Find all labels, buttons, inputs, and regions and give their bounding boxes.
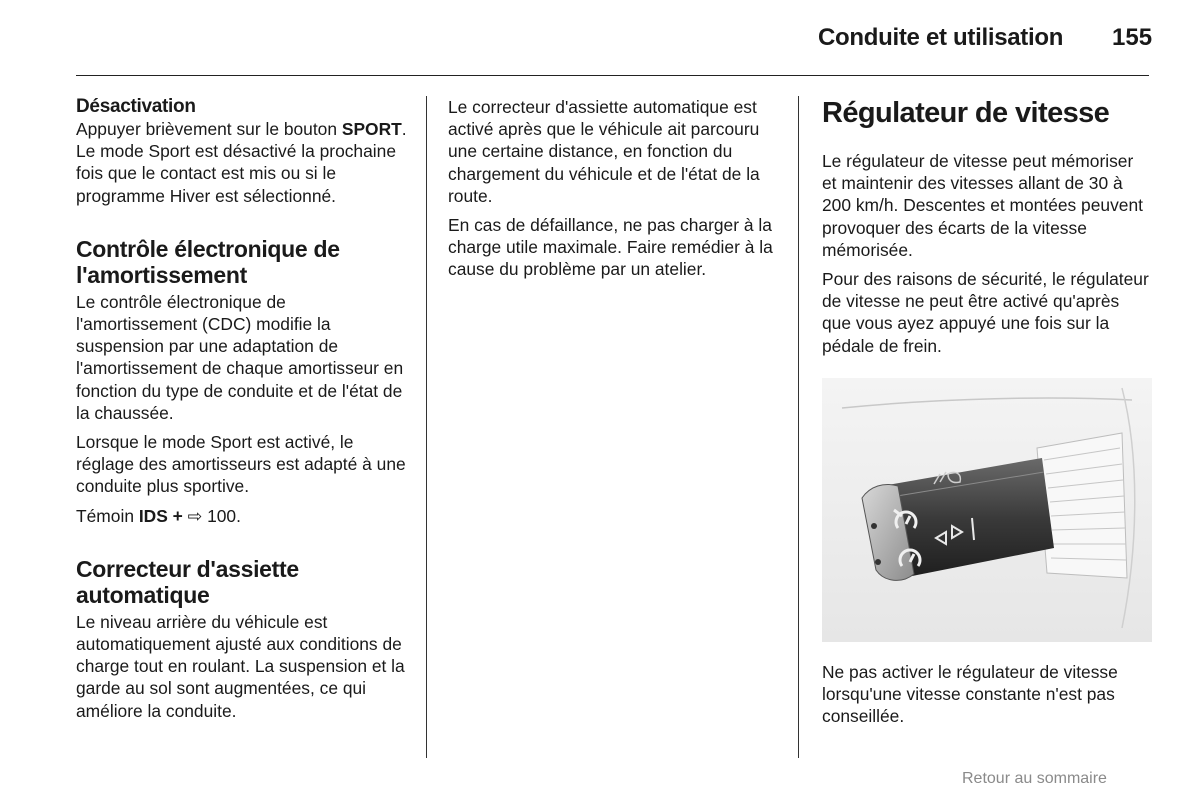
column-divider-right [798, 96, 799, 758]
section-gap [76, 534, 408, 556]
cruise-paragraph-2: Pour des raisons de sécurité, le régulateur de vitesse ne peut être activé qu'après que vous ayez appuyé une fois sur la pédale de frein. [822, 269, 1149, 356]
cruise-paragraph-3: Ne pas activer le régulateur de vitesse lorsqu'une vitesse constante n'est pas conseillée. [822, 662, 1118, 727]
back-to-summary-link[interactable]: Retour au sommaire [962, 770, 1107, 787]
cdc-heading-line-1: Contrôle électronique de [76, 235, 340, 262]
column-3 [822, 96, 1152, 735]
leveling-paragraph-1: Le niveau arrière du véhicule est automatiquement ajusté aux conditions de charge tout en roulant. La suspension et la garde au sol sont augmentées, ce qui améliore la conduite. [76, 611, 405, 721]
temoin-label: Témoin [76, 505, 139, 526]
column-divider-left [426, 96, 427, 758]
leveling-paragraph-2: Le correcteur d'assiette automatique est activé après que le véhicule ait parcouru une certaine distance, en fonction du chargement du véhicule et de l'état de la route. [448, 97, 760, 206]
page-header-title: Conduite et utilisation [818, 24, 1064, 51]
section-gap [76, 214, 408, 236]
page-number: 155 [1112, 24, 1153, 51]
column-2 [448, 96, 780, 288]
leveling-heading-line-2: automatique [76, 581, 210, 608]
ids-plus-label: IDS + [138, 505, 183, 526]
cruise-control-heading: Régulateur de vitesse [822, 97, 1110, 129]
sport-button-label: SPORT [341, 119, 402, 139]
leveling-paragraph-3: En cas de défaillance, ne pas charger à la charge utile maximale. Faire remédier à la cause du problème par un atelier. [448, 215, 773, 280]
deactivation-paragraph [76, 118, 408, 207]
column-1 [76, 96, 408, 729]
deactivation-text-start: Appuyer brièvement sur le bouton [76, 119, 338, 139]
cdc-heading [76, 236, 408, 288]
leveling-heading-line-1: Correcteur d'assiette [76, 555, 299, 582]
header-rule [76, 75, 1149, 76]
deactivation-heading: Désactivation [76, 96, 196, 117]
leveling-heading [76, 556, 408, 608]
cdc-heading-line-2: l'amortissement [76, 261, 247, 288]
deactivation-text-end: . Le mode Sport est désactivé la prochaine fois que le contact est mis ou si le programme Hiver est sélectionné. [76, 119, 407, 206]
page-reference-arrow-icon: ⇨ [182, 505, 208, 526]
cruise-paragraph-1: Le régulateur de vitesse peut mémoriser et maintenir des vitesses allant de 30 à 200 km/h. Descentes et montées peuvent provoquer des écarts de la vitesse mémorisée. [822, 151, 1143, 260]
cdc-paragraph-1: Le contrôle électronique de l'amortissement (CDC) modifie la suspension par une adaptation de l'amortissement de chaque amortisseur en fonction du type de conduite et de l'état de la chaussée. [76, 291, 404, 423]
cruise-control-stalk-image [822, 378, 1152, 642]
page-reference-link[interactable]: 100. [207, 505, 241, 526]
steering-column-boot [1037, 433, 1127, 578]
cdc-paragraph-2: Lorsque le mode Sport est activé, le réglage des amortisseurs est adapté à une conduite plus sportive. [76, 432, 406, 497]
temoin-line [76, 505, 408, 527]
